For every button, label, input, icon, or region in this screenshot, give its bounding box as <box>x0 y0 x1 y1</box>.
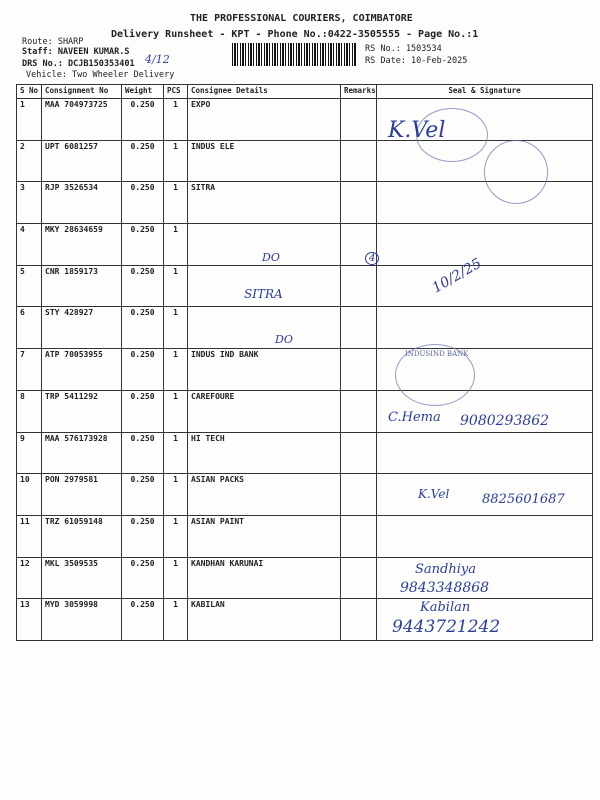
signature-row-13: Kabilan <box>420 600 471 615</box>
cell-weight: 0.250 <box>122 349 164 391</box>
cell-weight: 0.250 <box>122 515 164 557</box>
cell-sno: 11 <box>17 515 42 557</box>
table-row <box>17 265 593 307</box>
consignee-handwritten-do: DO <box>262 251 280 264</box>
cell-cno: STY 428927 <box>42 307 122 349</box>
table-row <box>17 99 593 141</box>
phone-row-9: 9080293862 <box>460 413 550 429</box>
ink-stamp <box>484 140 548 204</box>
cell-remarks <box>341 515 377 557</box>
cell-remarks <box>341 349 377 391</box>
route-label: Route: SHARP <box>22 37 84 47</box>
cell-pcs: 1 <box>164 349 188 391</box>
phone-row-10: 8825601687 <box>482 492 565 507</box>
cell-weight: 0.250 <box>122 265 164 307</box>
bank-stamp-text: INDUSIND BANK <box>405 350 469 358</box>
table-row <box>17 307 593 349</box>
cell-remarks <box>341 432 377 474</box>
col-remarks: Remarks <box>341 85 377 99</box>
cell-pcs: 1 <box>164 140 188 182</box>
cell-pcs: 1 <box>164 307 188 349</box>
cell-remarks <box>341 99 377 141</box>
cell-weight: 0.250 <box>122 307 164 349</box>
cell-cno: MAA 576173928 <box>42 432 122 474</box>
cell-sno: 5 <box>17 265 42 307</box>
cell-pcs: 1 <box>164 265 188 307</box>
cell-consignee: SITRA <box>188 182 341 224</box>
cell-weight: 0.250 <box>122 599 164 641</box>
cell-pcs: 1 <box>164 557 188 599</box>
cell-cno: CNR 1859173 <box>42 265 122 307</box>
cell-cno: TRP 5411292 <box>42 390 122 432</box>
table-row <box>17 432 593 474</box>
table-row <box>17 515 593 557</box>
col-sno: S No <box>17 85 42 99</box>
cell-pcs: 1 <box>164 390 188 432</box>
cell-sno: 3 <box>17 182 42 224</box>
col-signature: Seal & Signature <box>377 85 593 99</box>
cell-remarks <box>341 390 377 432</box>
col-consignee: Consignee Details <box>188 85 341 99</box>
col-pcs: PCS <box>164 85 188 99</box>
cell-remarks <box>341 307 377 349</box>
cell-cno: UPT 6081257 <box>42 140 122 182</box>
cell-cno: ATP 70053955 <box>42 349 122 391</box>
cell-cno: RJP 3526534 <box>42 182 122 224</box>
cell-consignee: KABILAN <box>188 599 341 641</box>
cell-remarks <box>341 557 377 599</box>
cell-signature <box>377 265 593 307</box>
cell-weight: 0.250 <box>122 390 164 432</box>
table-row <box>17 349 593 391</box>
signature-row-1: K.Vel <box>388 118 446 143</box>
cell-consignee: EXPO <box>188 99 341 141</box>
cell-sno: 13 <box>17 599 42 641</box>
cell-sno: 8 <box>17 390 42 432</box>
cell-signature <box>377 182 593 224</box>
cell-pcs: 1 <box>164 515 188 557</box>
cell-cno: MKL 3509535 <box>42 557 122 599</box>
cell-consignee: CAREFOURE <box>188 390 341 432</box>
consignee-handwritten-do: DO <box>275 333 293 346</box>
cell-cno: MAA 704973725 <box>42 99 122 141</box>
handwritten-date: 10/2/25 <box>429 255 485 297</box>
rs-number: RS No.: 1503534 <box>365 44 442 54</box>
cell-consignee: KANDHAN KARUNAI <box>188 557 341 599</box>
table-header-row <box>17 85 593 99</box>
cell-consignee: INDUS ELE <box>188 140 341 182</box>
cell-weight: 0.250 <box>122 99 164 141</box>
cell-remarks <box>341 474 377 516</box>
cell-pcs: 1 <box>164 182 188 224</box>
table-row <box>17 224 593 266</box>
cell-cno: MKY 28634659 <box>42 224 122 266</box>
cell-consignee: INDUS IND BANK <box>188 349 341 391</box>
cell-consignee: HI TECH <box>188 432 341 474</box>
cell-cno: TRZ 61059148 <box>42 515 122 557</box>
cell-sno: 7 <box>17 349 42 391</box>
col-weight: Weight <box>122 85 164 99</box>
cell-signature <box>377 224 593 266</box>
cell-pcs: 1 <box>164 224 188 266</box>
cell-remarks <box>341 140 377 182</box>
barcode <box>232 43 357 66</box>
col-consignment: Consignment No <box>42 85 122 99</box>
cell-sno: 10 <box>17 474 42 516</box>
cell-pcs: 1 <box>164 432 188 474</box>
cell-weight: 0.250 <box>122 557 164 599</box>
cell-sno: 1 <box>17 99 42 141</box>
cell-cno: MYD 3059998 <box>42 599 122 641</box>
cell-weight: 0.250 <box>122 474 164 516</box>
cell-weight: 0.250 <box>122 224 164 266</box>
cell-pcs: 1 <box>164 99 188 141</box>
rs-date: RS Date: 10-Feb-2025 <box>365 56 468 66</box>
cell-signature <box>377 432 593 474</box>
cell-consignee: ASIAN PAINT <box>188 515 341 557</box>
remark-row-4: 4 <box>365 252 379 265</box>
cell-cno: PON 2979581 <box>42 474 122 516</box>
staff-handwritten-mark: 4/12 <box>145 53 170 66</box>
table-row <box>17 557 593 599</box>
staff-label: Staff: NAVEEN KUMAR.S <box>22 47 130 57</box>
vehicle-label: Vehicle: Two Wheeler Delivery <box>26 70 175 80</box>
cell-remarks <box>341 265 377 307</box>
consignee-handwritten-sitra: SITRA <box>244 287 283 301</box>
signature-row-9: C.Hema <box>388 410 441 425</box>
cell-weight: 0.250 <box>122 432 164 474</box>
cell-sno: 4 <box>17 224 42 266</box>
phone-row-13: 9443721242 <box>392 617 501 637</box>
cell-consignee <box>188 307 341 349</box>
cell-signature <box>377 307 593 349</box>
cell-weight: 0.250 <box>122 182 164 224</box>
cell-weight: 0.250 <box>122 140 164 182</box>
phone-row-12: 9843348868 <box>400 580 490 596</box>
cell-consignee: ASIAN PACKS <box>188 474 341 516</box>
drs-label: DRS No.: DCJB150353401 <box>22 59 135 69</box>
cell-remarks <box>341 182 377 224</box>
cell-sno: 9 <box>17 432 42 474</box>
cell-pcs: 1 <box>164 474 188 516</box>
page-subtitle: Delivery Runsheet - KPT - Phone No.:0422-3505555 - Page No.:1 <box>111 29 479 40</box>
cell-sno: 12 <box>17 557 42 599</box>
cell-sno: 2 <box>17 140 42 182</box>
cell-sno: 6 <box>17 307 42 349</box>
table-row <box>17 599 593 641</box>
page-title: THE PROFESSIONAL COURIERS, COIMBATORE <box>190 13 413 24</box>
cell-pcs: 1 <box>164 599 188 641</box>
signature-row-10: K.Vel <box>418 487 450 501</box>
cell-remarks <box>341 599 377 641</box>
signature-row-12: Sandhiya <box>415 562 476 577</box>
cell-signature <box>377 515 593 557</box>
